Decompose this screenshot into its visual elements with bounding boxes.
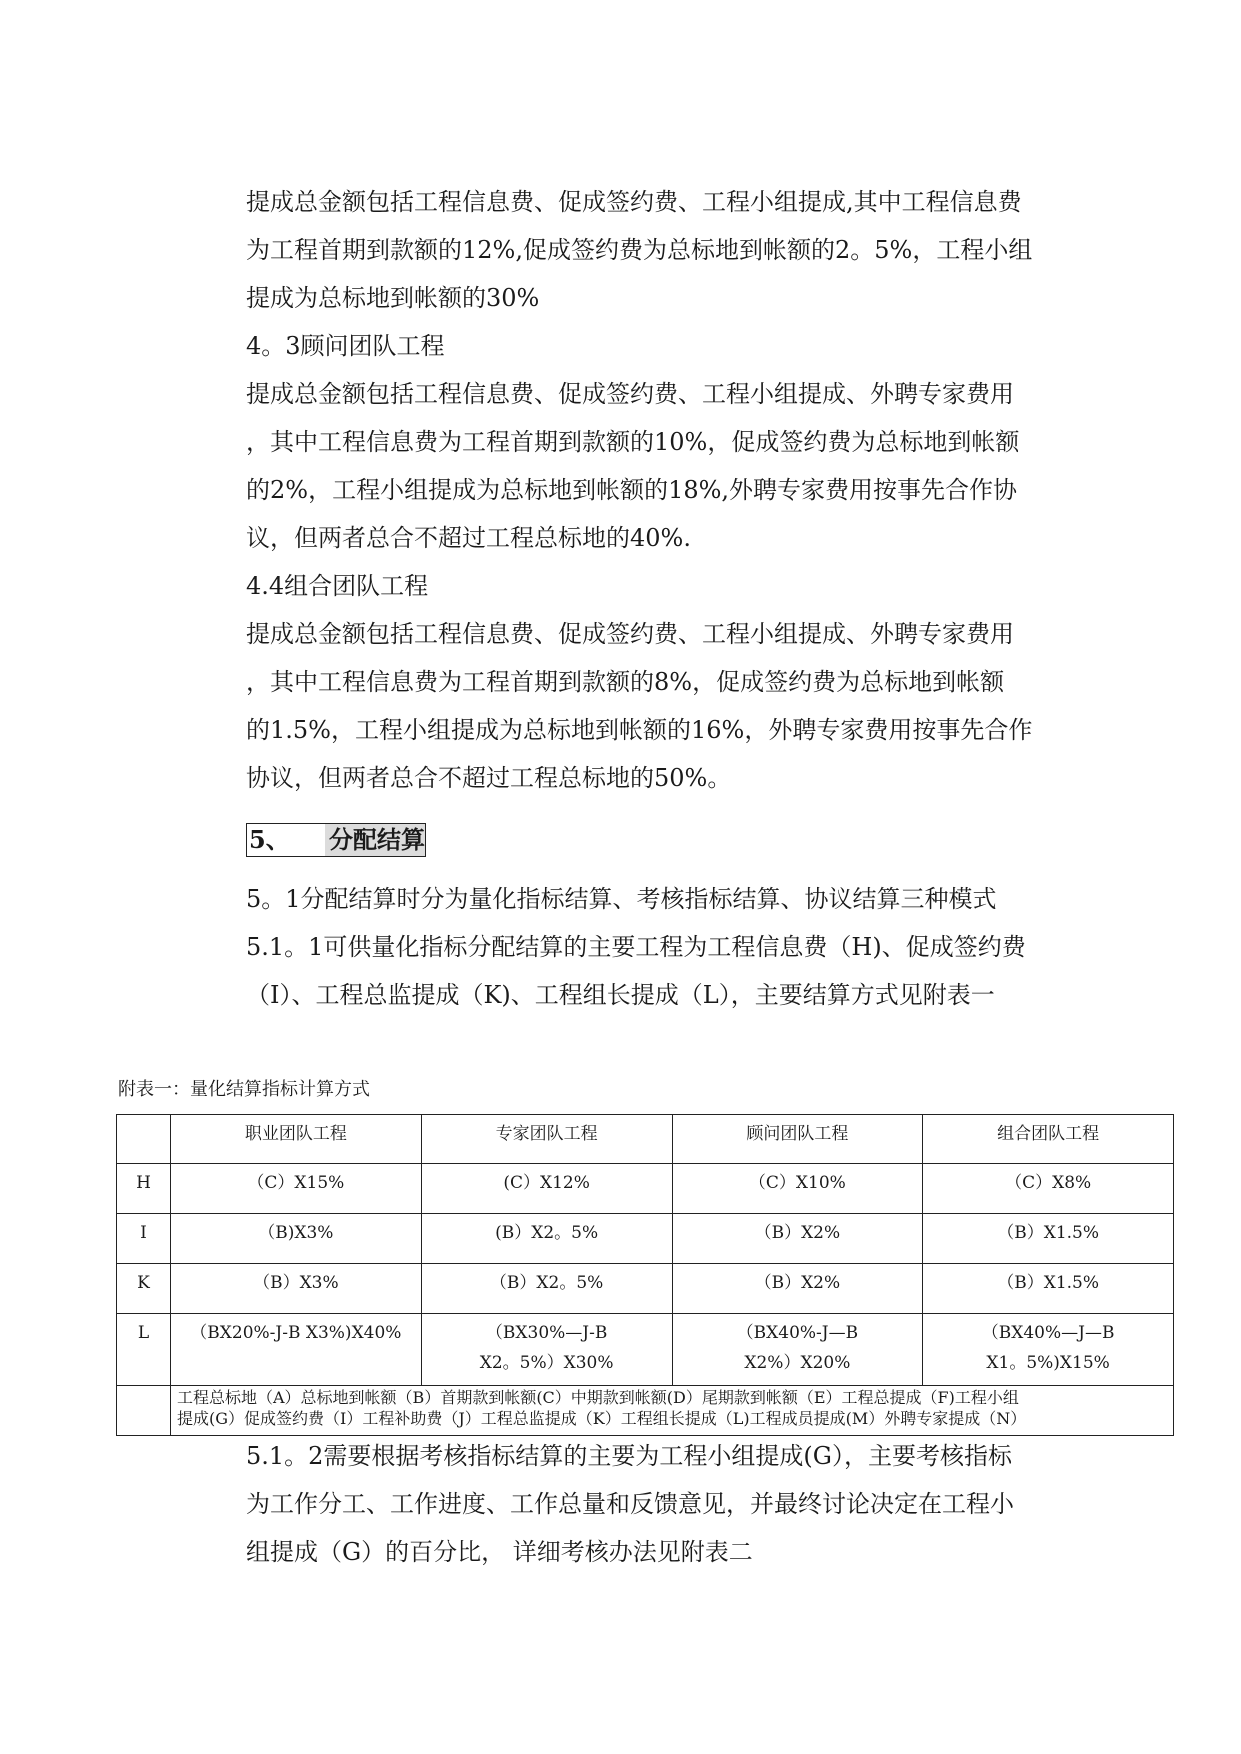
legend-line: 提成(G）促成签约费（I）工程补助费（J）工程总监提成（K）工程组长提成（L)工程成员提成(M）外聘专家提成（N） <box>177 1409 1027 1428</box>
table-cell: （B）X2% <box>672 1214 923 1264</box>
table-cell: （B）X1.5% <box>923 1264 1174 1314</box>
cell-line: X1。5%)X15% <box>986 1353 1110 1373</box>
paragraph-line: 议，但两者总合不超过工程总标地的40%. <box>246 524 691 552</box>
paragraph-line: 提成为总标地到帐额的30% <box>246 284 540 312</box>
table-cell: （C）X15% <box>171 1164 422 1214</box>
table-cell: （B）X3% <box>171 1264 422 1314</box>
table-cell: (C）X12% <box>421 1164 672 1214</box>
legend-line: 工程总标地（A）总标地到帐额（B）首期款到帐额(C）中期款到帐额(D）尾期款到帐额（E）工程总提成（F)工程小组 <box>177 1388 1019 1407</box>
table-cell <box>923 1314 1174 1386</box>
paragraph-line: 提成总金额包括工程信息费、促成签约费、工程小组提成,其中工程信息费 <box>246 188 1022 216</box>
row-key: I <box>117 1214 171 1264</box>
table-row <box>117 1314 1174 1386</box>
paragraph-line: 5.1。2需要根据考核指标结算的主要为工程小组提成(G），主要考核指标 <box>246 1442 1012 1470</box>
empty-cell <box>117 1386 171 1436</box>
cell-line: （BX40%-J—B <box>736 1323 859 1343</box>
table-row <box>117 1164 1174 1214</box>
table-legend-row <box>117 1386 1174 1436</box>
section5-heading <box>246 823 426 857</box>
paragraph-line: ，其中工程信息费为工程首期到款额的8%，促成签约费为总标地到帐额 <box>246 668 1005 696</box>
subsection-title-4-4: 4.4组合团队工程 <box>246 572 429 600</box>
paragraph-line: （I）、工程总监提成（K)、工程组长提成（L），主要结算方式见附表一 <box>246 981 995 1009</box>
paragraph-line: 组提成（G）的百分比， 详细考核办法见附表二 <box>246 1538 753 1566</box>
paragraph-line: 为工程首期到款额的12%,促成签约费为总标地到帐额的2。5%，工程小组 <box>246 236 1033 264</box>
paragraph-line: 提成总金额包括工程信息费、促成签约费、工程小组提成、外聘专家费用 <box>246 380 1014 408</box>
paragraph-line: 协议，但两者总合不超过工程总标地的50%。 <box>246 764 732 792</box>
table-cell: （B）X1.5% <box>923 1214 1174 1264</box>
paragraph-line: ，其中工程信息费为工程首期到款额的10%，促成签约费为总标地到帐额 <box>246 428 1020 456</box>
table-cell <box>171 1314 422 1386</box>
section5-title: 分配结算 <box>325 824 425 856</box>
paragraph-line: 为工作分工、工作进度、工作总量和反馈意见，并最终讨论决定在工程小 <box>246 1490 1014 1518</box>
section4-intro <box>246 178 1076 802</box>
table-cell: （B）X2。5% <box>421 1264 672 1314</box>
table-row <box>117 1264 1174 1314</box>
table-header-cell: 职业团队工程 <box>171 1115 422 1164</box>
paragraph-line: 的1.5%，工程小组提成为总标地到帐额的16%，外聘专家费用按事先合作 <box>246 716 1033 744</box>
paragraph-line: 的2%，工程小组提成为总标地到帐额的18%,外聘专家费用按事先合作协 <box>246 476 1018 504</box>
table-header-cell: 专家团队工程 <box>421 1115 672 1164</box>
cell-line: （BX40%—J—B <box>981 1323 1115 1343</box>
section512-body <box>246 1432 1076 1576</box>
cell-line: X2%）X20% <box>744 1353 851 1373</box>
table-cell: （B)X3% <box>171 1214 422 1264</box>
row-key: H <box>117 1164 171 1214</box>
table-legend <box>171 1386 1174 1436</box>
table-cell: （B）X2% <box>672 1264 923 1314</box>
table-header-row <box>117 1115 1174 1164</box>
table-cell: （C）X10% <box>672 1164 923 1214</box>
table-header-cell: 顾问团队工程 <box>672 1115 923 1164</box>
table-cell <box>421 1314 672 1386</box>
paragraph-line: 5。1分配结算时分为量化指标结算、考核指标结算、协议结算三种模式 <box>246 885 997 913</box>
paragraph-line: 提成总金额包括工程信息费、促成签约费、工程小组提成、外聘专家费用 <box>246 620 1014 648</box>
paragraph-line: 5.1。1可供量化指标分配结算的主要工程为工程信息费（H)、促成签约费 <box>246 933 1026 961</box>
cell-line: （BX20%-J-B X3%)X40% <box>190 1323 402 1343</box>
table-cell: （C）X8% <box>923 1164 1174 1214</box>
section5-number: 5、 <box>249 825 290 854</box>
table-header-cell <box>117 1115 171 1164</box>
table-cell: (B）X2。5% <box>421 1214 672 1264</box>
section5-body <box>246 875 1076 1019</box>
cell-line: X2。5%）X30% <box>479 1353 614 1373</box>
subsection-title-4-3: 4。3顾问团队工程 <box>246 332 445 360</box>
table-header-cell: 组合团队工程 <box>923 1115 1174 1164</box>
table-caption: 附表一：量化结算指标计算方式 <box>118 1079 370 1100</box>
row-key: L <box>117 1314 171 1386</box>
table-row <box>117 1214 1174 1264</box>
cell-line: （BX30%—J-B <box>485 1323 608 1343</box>
row-key: K <box>117 1264 171 1314</box>
calculation-table <box>116 1114 1174 1436</box>
table-cell <box>672 1314 923 1386</box>
